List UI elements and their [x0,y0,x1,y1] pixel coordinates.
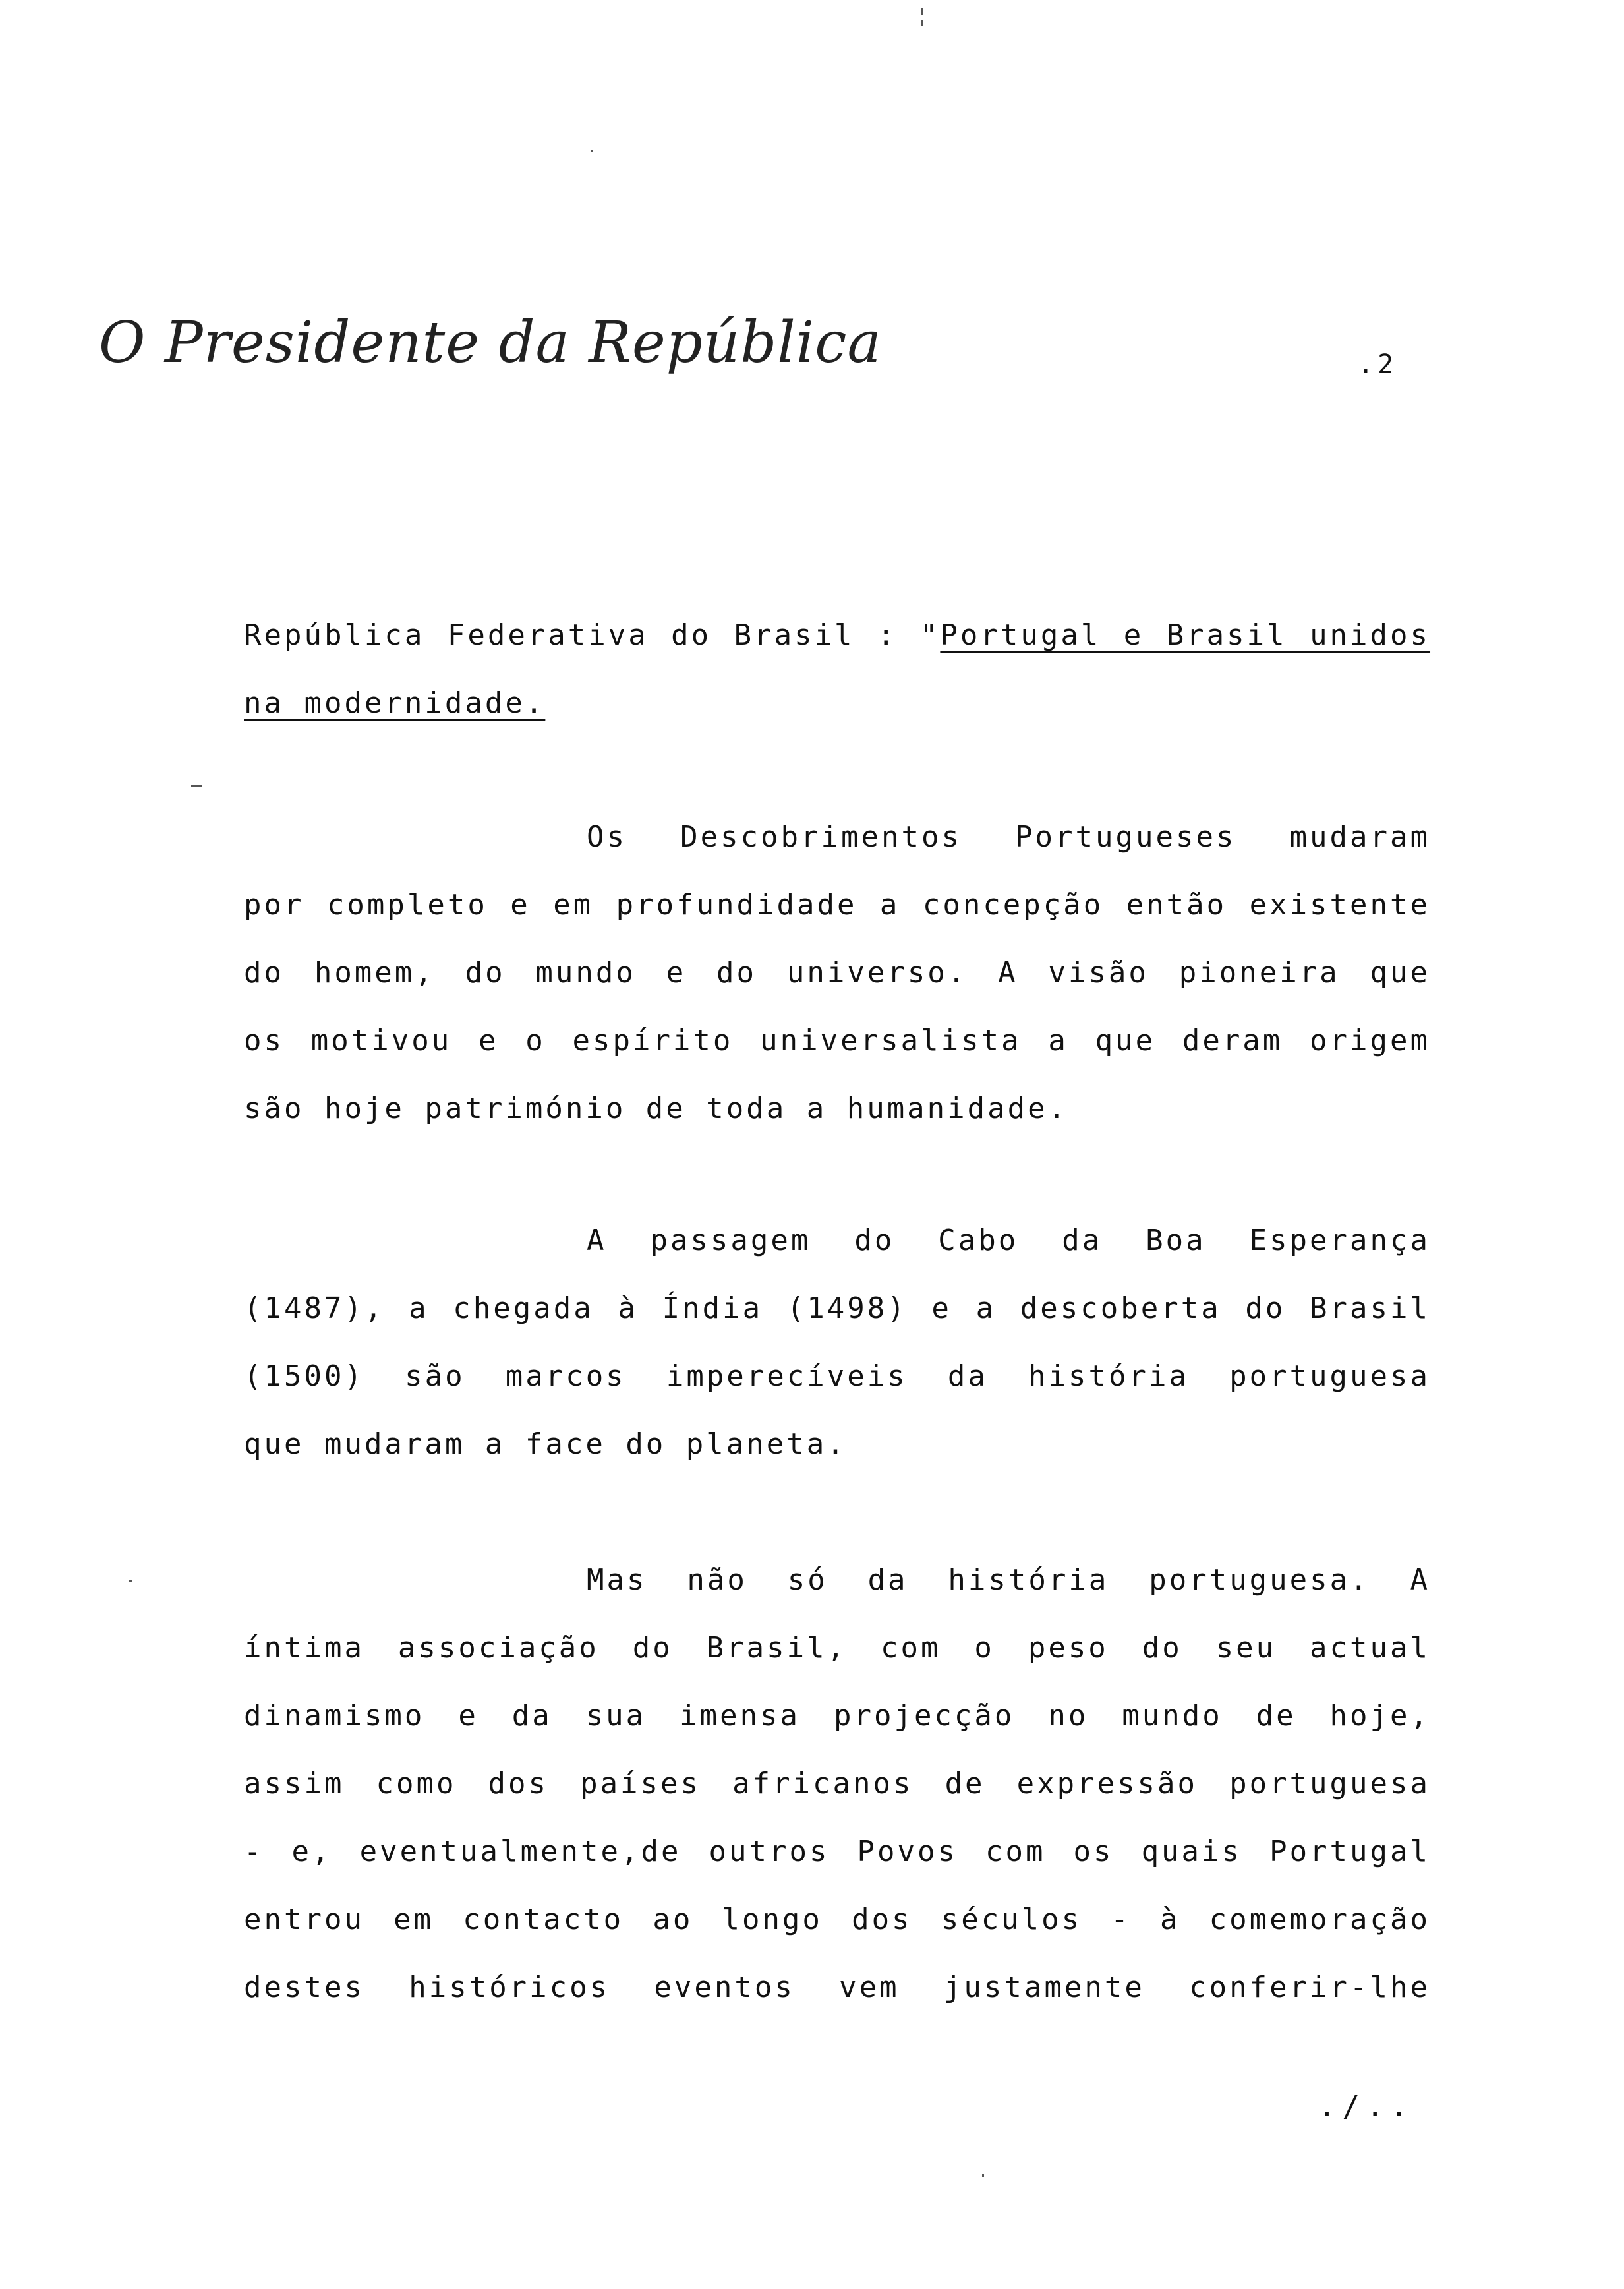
text-line: destes históricos eventos vem justamente conferir-lhe [244,1971,1430,2004]
text-line: do homem, do mundo e do universo. A visão pioneira que [244,956,1430,990]
text-line: A passagem do Cabo da Boa Esperança [587,1224,1430,1257]
text-line: Os Descobrimentos Portugueses mudaram [587,820,1430,854]
scan-speck [921,8,923,15]
scan-speck [191,785,202,787]
paragraph [244,803,1430,1143]
text-line [244,601,1430,669]
text-line: íntima associação do Brasil, com o peso do seu actual [244,1631,1430,1665]
underlined-title: Portugal e Brasil unidos [940,618,1431,652]
text-line [244,669,1430,737]
paragraph [244,1206,1430,1478]
paragraph [244,1546,1430,2021]
scan-speck [982,2174,984,2177]
text-line: Mas não só da história portuguesa. A [587,1563,1430,1597]
text-line: são hoje património de toda a humanidade. [244,1092,1068,1125]
text-line: assim como dos países africanos de expressão portuguesa [244,1767,1430,1800]
text-line: (1500) são marcos imperecíveis da história portuguesa [244,1359,1430,1393]
text-line: dinamismo e da sua imensa projecção no mundo de hoje, [244,1699,1430,1733]
letterhead-title: O Presidente da República [99,310,882,376]
text-line: os motivou e o espírito universalista a que deram origem [244,1024,1430,1057]
text-line: entrou em contacto ao longo dos séculos - à comemoração [244,1903,1430,1936]
underlined-title: na modernidade. [244,686,546,720]
continuation-mark: ./.. [1318,2090,1414,2124]
page-number: .2 [1358,349,1398,380]
text-line: que mudaram a face do planeta. [244,1427,847,1461]
text-line: - e, eventualmente,de outros Povos com os quais Portugal [244,1835,1430,1868]
scan-speck [591,150,593,152]
scan-speck [921,20,923,26]
line-text: República Federativa do Brasil : " [244,618,941,652]
scan-speck [129,1580,132,1582]
text-line: (1487), a chegada à Índia (1498) e a descoberta do Brasil [244,1292,1430,1325]
paragraph-heading [244,601,1430,737]
text-line: por completo e em profundidade a concepção então existente [244,888,1430,922]
